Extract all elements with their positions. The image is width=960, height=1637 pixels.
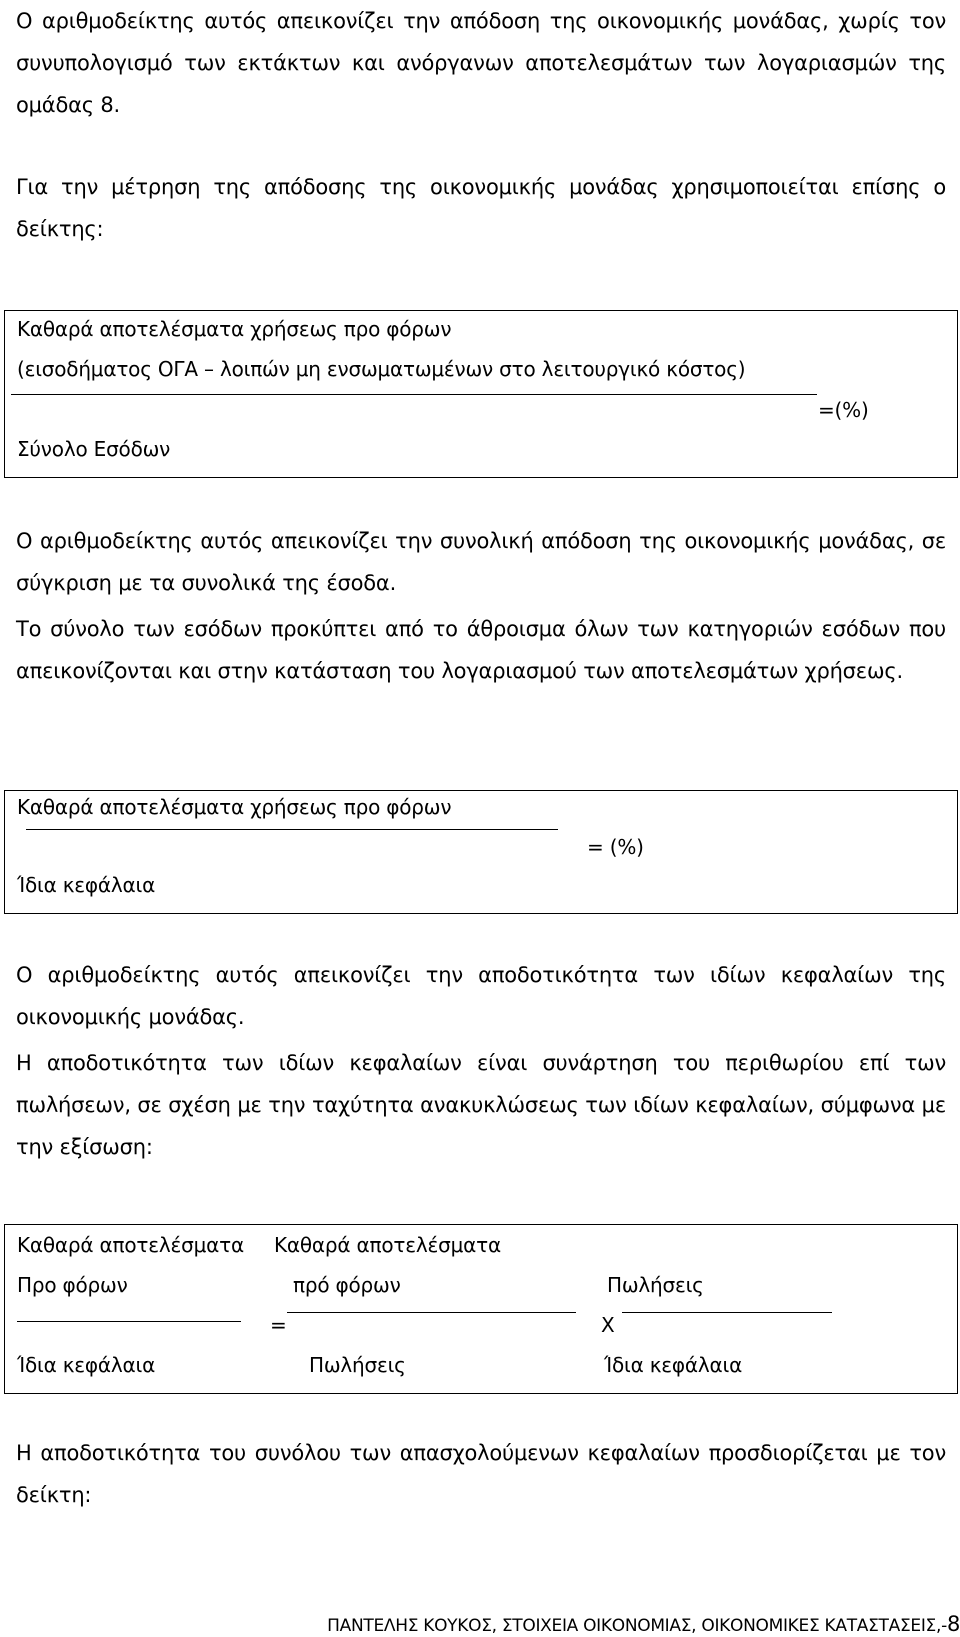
formula-middle-numerator: Καθαρά αποτελέσματα <box>274 1233 501 1257</box>
page-footer <box>327 1612 960 1636</box>
paragraph-line: Για την μέτρηση της απόδοσης της οικονομικής μονάδας χρησιμοποιείται επίσης ο <box>16 175 946 199</box>
formula-right-denominator: Ίδια κεφάλαια <box>604 1353 743 1377</box>
equals-sign: = <box>270 1313 287 1337</box>
formula-right-numerator: Πωλήσεις <box>607 1273 704 1297</box>
formula-middle-denominator: Πωλήσεις <box>309 1353 406 1377</box>
paragraph-line: δείκτης: <box>16 217 104 241</box>
paragraph: Η αποδοτικότητα των ιδίων κεφαλαίων είναι συνάρτηση του περιθωρίου επί των πωλήσεων, σε σχέση με την ταχύτητα ανακυκλώσεως των ιδίων κεφαλαίων, σύμφωνα με την εξίσωση: <box>16 1051 946 1159</box>
paragraph: Το σύνολο των εσόδων προκύπτει από το άθροισμα όλων των κατηγοριών εσόδων που απεικονίζονται και στην κατάσταση του λογαριασμού των αποτελεσμάτων χρήσεως. <box>16 617 946 683</box>
fraction-bar <box>17 1321 241 1322</box>
formula-result: = (%) <box>587 835 644 859</box>
formula-middle-numerator: πρό φόρων <box>293 1273 401 1297</box>
fraction-bar <box>11 394 817 395</box>
paragraph-line: συνυπολογισμό των εκτάκτων και ανόργανων αποτελεσμάτων των λογαριασμών της <box>16 51 946 75</box>
formula-denominator: Σύνολο Εσόδων <box>17 437 171 461</box>
formula-numerator-detail: (εισοδήματος ΟΓΑ – λοιπών μη ενσωματωμένων στο λειτουργικό κόστος) <box>17 357 746 381</box>
formula-left-numerator: Προ φόρων <box>17 1273 128 1297</box>
formula-box-return-on-equity <box>4 790 958 914</box>
formula-box-net-result-over-revenue <box>4 310 958 478</box>
paragraph: Ο αριθμοδείκτης αυτός απεικονίζει την συνολική απόδοση της οικονομικής μονάδας, σε σύγκριση με τα συνολικά της έσοδα. <box>16 529 946 595</box>
fraction-bar <box>26 829 558 830</box>
formula-denominator: Ίδια κεφάλαια <box>17 873 156 897</box>
paragraph: Η αποδοτικότητα του συνόλου των απασχολούμενων κεφαλαίων προσδιορίζεται με τον δείκτη: <box>16 1441 946 1507</box>
footer-text: ΠΑΝΤΕΛΗΣ ΚΟΥΚΟΣ, ΣΤΟΙΧΕΙΑ ΟΙΚΟΝΟΜΙΑΣ, ΟΙΚΟΝΟΜΙΚΕΣ ΚΑΤΑΣΤΑΣΕΙΣ,- <box>327 1616 947 1636</box>
paragraph-line: ομάδας 8. <box>16 93 120 117</box>
formula-numerator: Καθαρά αποτελέσματα χρήσεως προ φόρων <box>17 795 452 819</box>
formula-result: =(%) <box>818 398 869 422</box>
paragraph-line: Ο αριθμοδείκτης αυτός απεικονίζει την απόδοση της οικονομικής μονάδας, χωρίς τον <box>16 9 946 33</box>
multiplication-sign: Χ <box>601 1313 615 1337</box>
formula-left-numerator: Καθαρά αποτελέσματα <box>17 1233 244 1257</box>
page-number: 8 <box>946 1612 960 1636</box>
fraction-bar <box>622 1312 832 1313</box>
paragraph: Ο αριθμοδείκτης αυτός απεικονίζει την αποδοτικότητα των ιδίων κεφαλαίων της οικονομικής μονάδας. <box>16 963 946 1029</box>
fraction-bar <box>287 1312 576 1313</box>
formula-box-equity-decomposition <box>4 1224 958 1394</box>
formula-numerator: Καθαρά αποτελέσματα χρήσεως προ φόρων <box>17 317 452 341</box>
formula-left-denominator: Ίδια κεφάλαια <box>17 1353 156 1377</box>
